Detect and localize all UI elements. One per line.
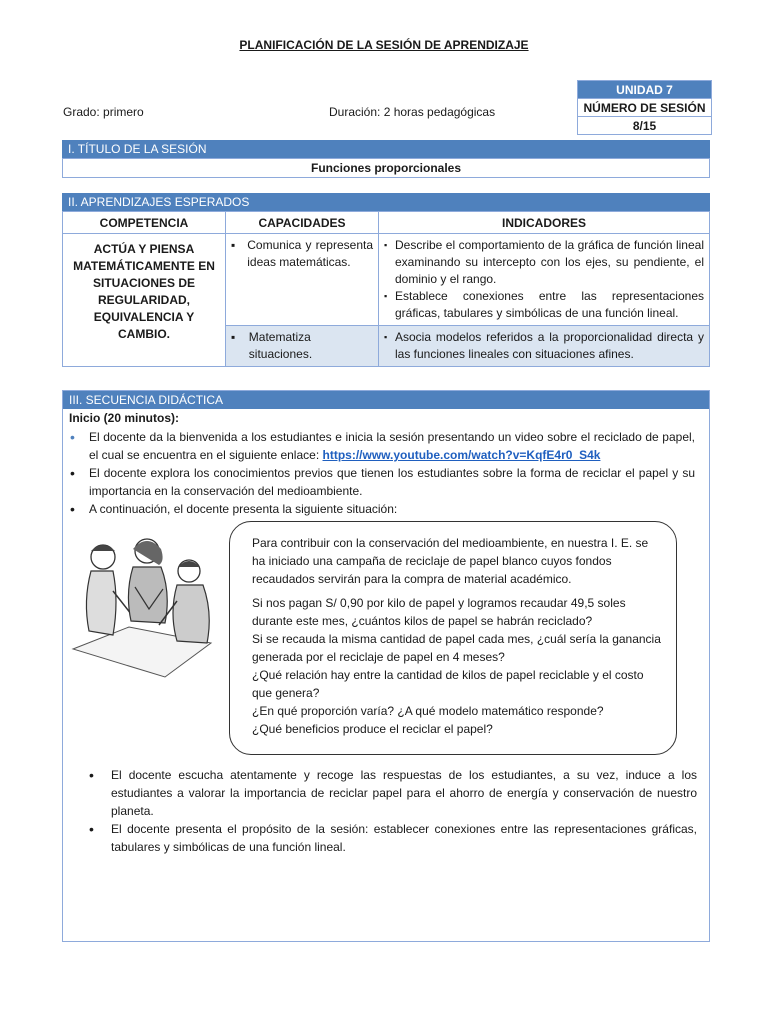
situation-question: ¿En qué proporción varía? ¿A qué modelo matemático responde?	[252, 704, 604, 718]
duration-label: Duración: 2 horas pedagógicas	[329, 105, 496, 119]
list-item: • El docente escucha atentamente y recoge las respuestas de los estudiantes, a su vez, induce a los estudiantes a valorar la importancia de reciclar papel para el ahorro de energía y conservación de nuestro planeta.	[111, 766, 697, 820]
document-title: PLANIFICACIÓN DE LA SESIÓN DE APRENDIZAJE	[239, 38, 529, 52]
list-item: • El docente presenta el propósito de la sesión: establecer conexiones entre las representaciones gráficas, tabulares y simbólicas de una función lineal.	[111, 820, 697, 856]
inicio-label: Inicio (20 minutos):	[69, 411, 180, 425]
list-item: • A continuación, el docente presenta la siguiente situación:	[89, 500, 695, 518]
list-item: • El docente explora los conocimientos previos que tienen los estudiantes sobre la forma de reciclar el papel y su importancia en la conservación del medioambiente.	[89, 464, 695, 500]
capacidad-cell	[226, 326, 379, 367]
column-header-indicadores: INDICADORES	[379, 212, 710, 234]
situation-question: ¿Qué relación hay entre la cantidad de kilos de papel reciclable y el costo que genera?	[252, 668, 644, 700]
situation-question: Si se recauda la misma cantidad de papel cada mes, ¿cuál sería la ganancia generada por el reciclaje de papel en 4 meses?	[252, 632, 661, 664]
capacidad-cell	[226, 234, 379, 326]
indicadores-cell	[379, 326, 710, 367]
session-number: 8/15	[578, 117, 712, 135]
section3-header: III. SECUENCIA DIDÁCTICA	[63, 391, 709, 409]
situation-question: ¿Qué beneficios produce el reciclar el papel?	[252, 722, 493, 736]
steps-list-2	[63, 766, 711, 856]
indicador-item: ▪ Establece conexiones entre las representaciones gráficas, tabulares y simbólicas de una función lineal.	[395, 288, 704, 322]
learning-table	[62, 211, 710, 367]
bullet-icon: ▪	[231, 238, 236, 252]
competencia-cell: ACTÚA Y PIENSA MATEMÁTICAMENTE EN SITUACIONES DE REGULARIDAD, EQUIVALENCIA Y CAMBIO.	[63, 234, 226, 367]
unit-session-box	[577, 80, 712, 135]
bullet-icon: ▪	[231, 330, 236, 344]
children-illustration	[69, 531, 217, 681]
situation-intro: Para contribuir con la conservación del medioambiente, en nuestra I. E. se ha iniciado una campaña de reciclaje de papel blanco cuyos fondos recaudados servirán para la compra de material académico.	[252, 536, 649, 586]
session-number-label: NÚMERO DE SESIÓN	[578, 99, 712, 117]
session-title: Funciones proporcionales	[62, 158, 710, 178]
section2-header: II. APRENDIZAJES ESPERADOS	[62, 193, 710, 211]
section1-header: I. TÍTULO DE LA SESIÓN	[62, 140, 710, 158]
column-header-capacidades: CAPACIDADES	[226, 212, 379, 234]
step-text: El docente da la bienvenida a los estudiantes e inicia la sesión presentando un video sobre el reciclado de papel, el cual se encuentra en el siguiente enlace:	[89, 430, 695, 462]
indicador-item: ▪ Asocia modelos referidos a la proporcionalidad directa y las funciones lineales con situaciones afines.	[395, 329, 704, 363]
indicadores-cell	[379, 234, 710, 326]
situation-bubble	[229, 521, 677, 755]
section-title-box	[62, 140, 710, 178]
grade-label: Grado: primero	[63, 105, 144, 119]
list-item	[89, 428, 695, 464]
section-learning-box	[62, 193, 710, 367]
unit-label: UNIDAD 7	[578, 81, 712, 99]
indicador-item: ▪ Describe el comportamiento de la gráfica de función lineal examinando su intercepto con los ejes, su pendiente, el dominio y el rango.	[395, 237, 704, 288]
situation-question: Si nos pagan S/ 0,90 por kilo de papel y logramos recaudar 49,5 soles durante este mes, ¿cuántos kilos de papel se habrán reciclado?	[252, 596, 626, 628]
capacidad-text: Matematiza situaciones.	[248, 330, 313, 361]
section-sequence-box	[62, 390, 710, 942]
steps-list	[63, 428, 709, 518]
video-link[interactable]: https://www.youtube.com/watch?v=KqfE4r0_S4k	[322, 448, 601, 462]
capacidad-text: Comunica y representa ideas matemáticas.	[247, 238, 373, 269]
column-header-competencia: COMPETENCIA	[63, 212, 226, 234]
